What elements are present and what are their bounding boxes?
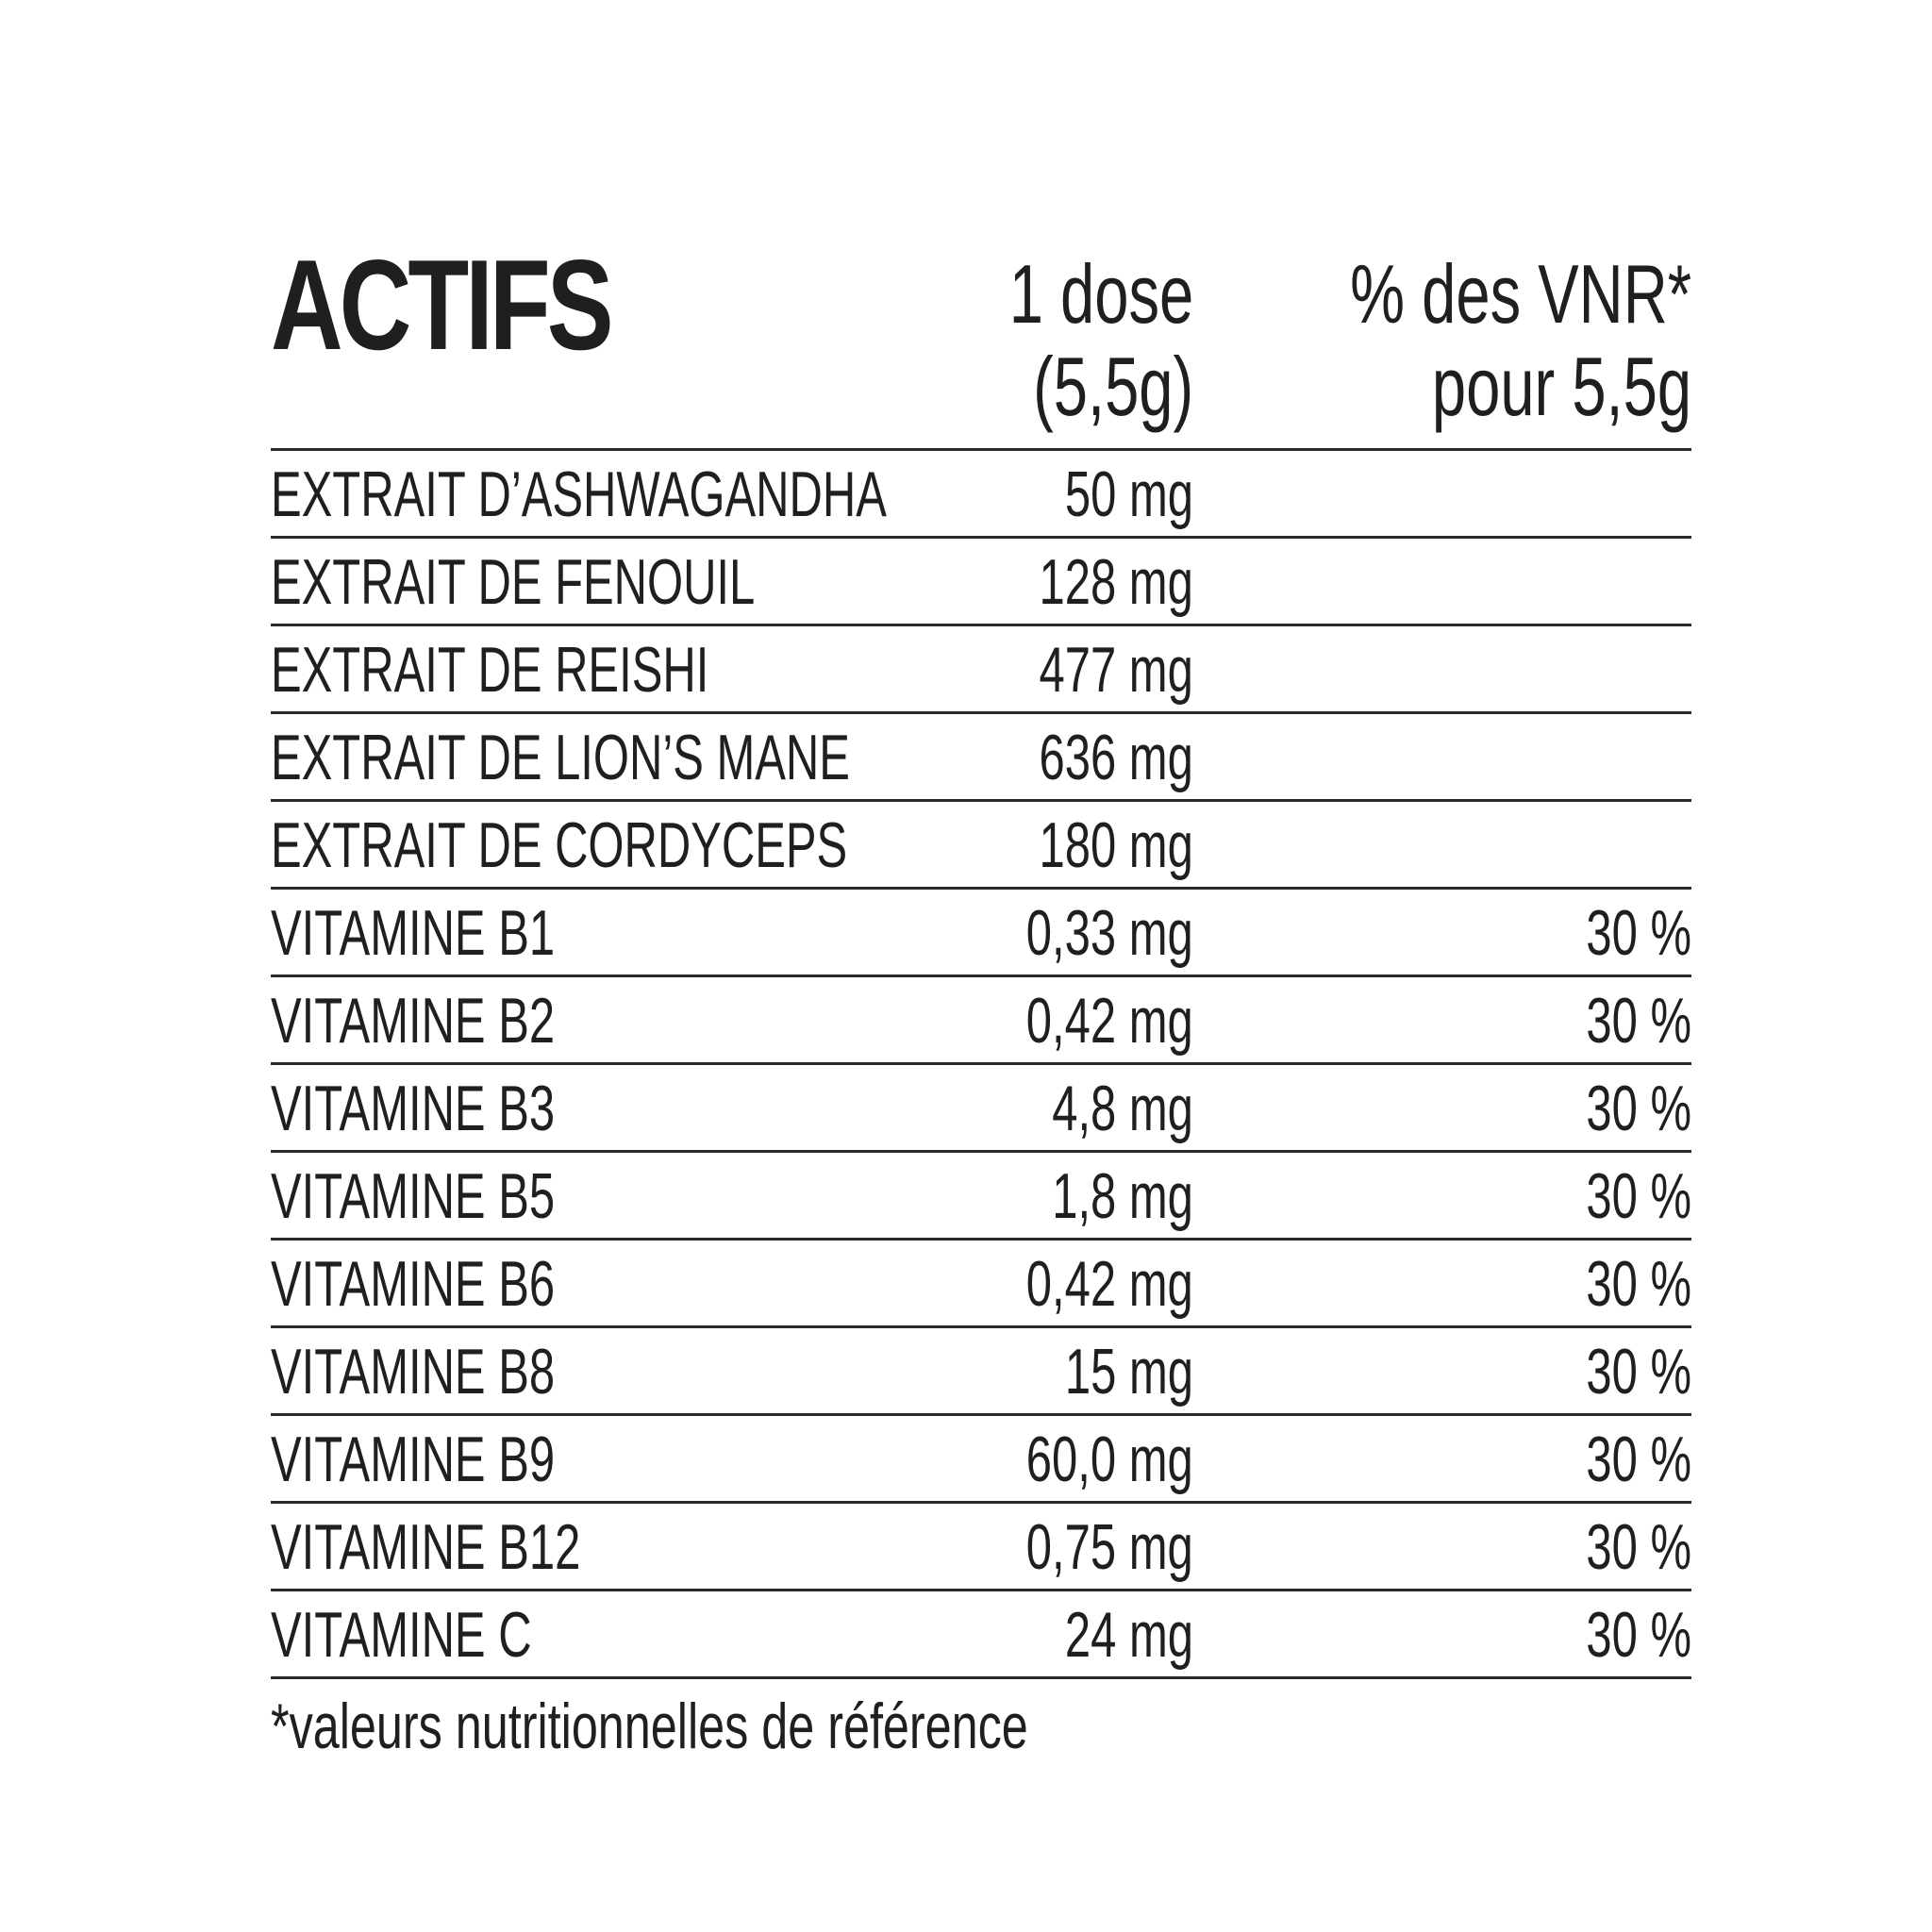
vnr-column-header [1350,248,1691,433]
ingredient-name: VITAMINE B12 [271,1511,581,1583]
ingredient-name: VITAMINE B1 [271,897,556,969]
ingredient-name: VITAMINE B9 [271,1424,556,1495]
ingredient-name: VITAMINE B2 [271,985,556,1057]
table-row [271,1065,1691,1153]
ingredient-name: VITAMINE C [271,1599,532,1671]
table-row [271,539,1691,626]
dose-value: 1,8 mg [1052,1160,1193,1232]
vnr-value: 30 % [1586,1599,1691,1671]
dose-value: 60,0 mg [1026,1424,1193,1495]
ingredient-name: EXTRAIT D’ASHWAGANDHA [271,458,887,530]
dose-value: 15 mg [1064,1336,1193,1407]
table-row [271,714,1691,802]
dose-value: 0,42 mg [1026,1248,1193,1320]
table-row [271,451,1691,539]
table-row [271,977,1691,1065]
vnr-value: 30 % [1586,1073,1691,1144]
ingredient-name: EXTRAIT DE LION’S MANE [271,722,850,793]
ingredient-name: VITAMINE B8 [271,1336,556,1407]
ingredient-name: VITAMINE B6 [271,1248,556,1320]
dose-value: 50 mg [1064,458,1193,530]
ingredient-name: EXTRAIT DE REISHI [271,634,709,706]
vnr-value: 30 % [1586,985,1691,1057]
table-title: ACTIFS [271,233,610,376]
vnr-value: 30 % [1586,1160,1691,1232]
dose-value: 180 mg [1039,809,1193,881]
vnr-value: 30 % [1586,1336,1691,1407]
ingredient-name: EXTRAIT DE FENOUIL [271,546,756,618]
dose-column-header [1008,248,1193,433]
dose-value: 128 mg [1039,546,1193,618]
nutrition-table [271,233,1691,1679]
table-row [271,1591,1691,1679]
table-row [271,1504,1691,1591]
table-row [271,626,1691,714]
ingredient-name: VITAMINE B5 [271,1160,556,1232]
table-row [271,1416,1691,1504]
ingredient-name: VITAMINE B3 [271,1073,556,1144]
vnr-header-line-1: % des VNR* [1350,247,1691,341]
footnote: *valeurs nutritionnelles de référence [271,1690,1028,1762]
table-row [271,1328,1691,1416]
dose-value: 0,42 mg [1026,985,1193,1057]
vnr-value: 30 % [1586,1248,1691,1320]
vnr-header-line-2: pour 5,5g [1431,340,1691,433]
dose-header-line-2: (5,5g) [1032,340,1193,433]
dose-value: 636 mg [1039,722,1193,793]
vnr-value: 30 % [1586,897,1691,969]
table-row [271,1153,1691,1241]
ingredient-name: EXTRAIT DE CORDYCEPS [271,809,848,881]
dose-value: 0,75 mg [1026,1511,1193,1583]
table-row [271,802,1691,890]
vnr-value: 30 % [1586,1511,1691,1583]
dose-value: 4,8 mg [1052,1073,1193,1144]
dose-value: 24 mg [1064,1599,1193,1671]
table-header [271,233,1691,451]
vnr-value: 30 % [1586,1424,1691,1495]
table-row [271,1241,1691,1328]
dose-value: 477 mg [1039,634,1193,706]
table-row [271,890,1691,977]
dose-header-line-1: 1 dose [1008,247,1193,341]
dose-value: 0,33 mg [1026,897,1193,969]
